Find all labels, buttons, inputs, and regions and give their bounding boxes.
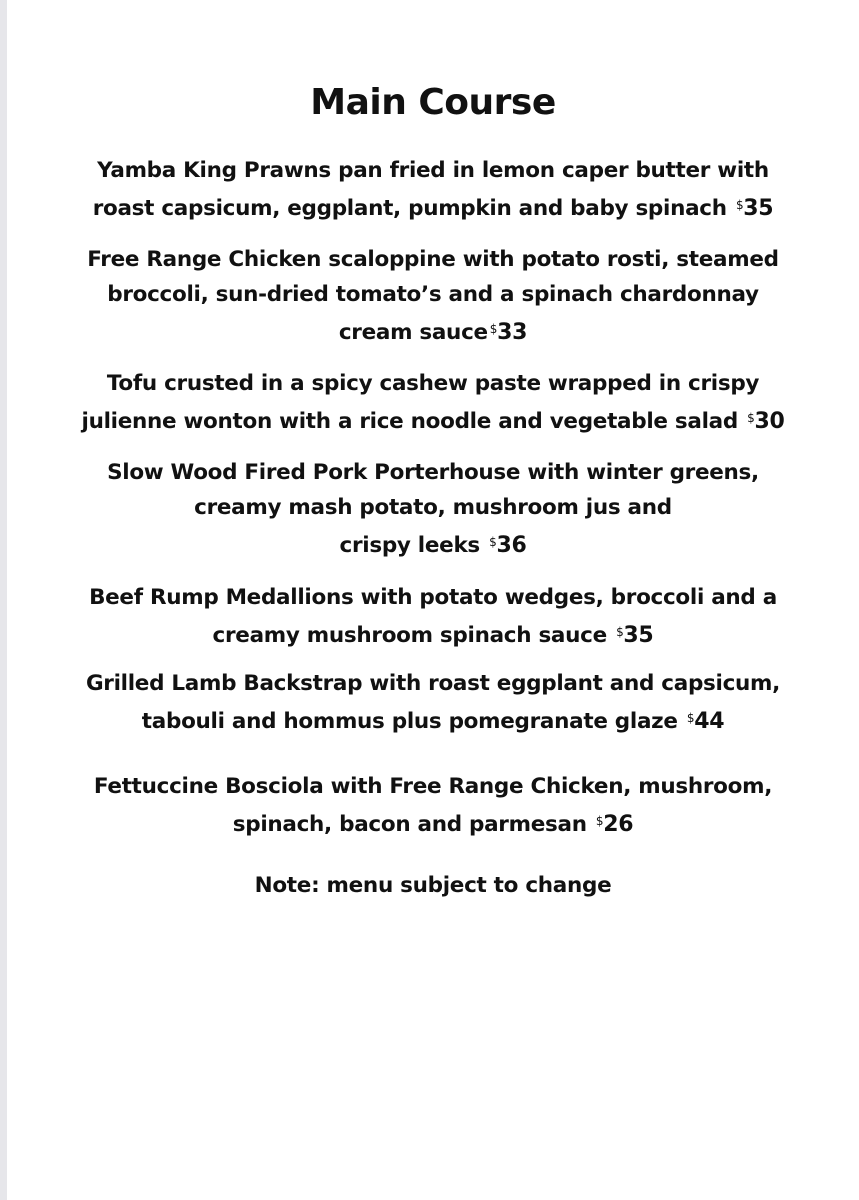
menu-item-beef [7, 580, 859, 653]
item-price: 35 [743, 196, 774, 221]
item-price: 26 [603, 812, 634, 837]
item-line-with-price [7, 701, 859, 739]
currency-symbol: $ [489, 322, 498, 336]
item-line: Yamba King Prawns pan fried in lemon caper butter with [97, 158, 769, 183]
item-line: Grilled Lamb Backstrap with roast eggplant and capsicum, [85, 671, 781, 696]
item-price: 36 [496, 533, 527, 558]
menu-item-tofu [7, 366, 859, 439]
item-price: 44 [694, 709, 725, 734]
item-line: Tofu crusted in a spicy cashew paste wrapped in crispy [106, 371, 760, 396]
item-line-with-price [7, 525, 859, 563]
menu-note: Note: menu subject to change [254, 873, 612, 898]
item-line-with-price [7, 312, 859, 350]
item-price: 30 [754, 409, 785, 434]
item-line-with-price [7, 188, 859, 226]
item-line: broccoli, sun-dried tomato’s and a spinach chardonnay [107, 282, 759, 307]
item-line: creamy mash potato, mushroom jus and [194, 495, 672, 520]
item-line: cream sauce [338, 320, 488, 345]
currency-symbol: $ [489, 535, 497, 549]
item-line: Free Range Chicken scaloppine with potato rosti, steamed [87, 247, 779, 272]
item-line: Fettuccine Bosciola with Free Range Chicken, mushroom, [93, 774, 773, 799]
menu-item-prawns [7, 153, 859, 226]
item-price: 35 [623, 623, 654, 648]
menu-item-pork [7, 455, 859, 563]
item-line-with-price [7, 401, 859, 439]
currency-symbol: $ [616, 625, 624, 639]
item-line: Beef Rump Medallions with potato wedges, broccoli and a [89, 585, 777, 610]
menu-item-chicken [7, 242, 859, 350]
menu-item-fettuccine [7, 769, 859, 842]
menu-page [7, 0, 859, 1200]
item-line: tabouli and hommus plus pomegranate glaze [141, 709, 678, 734]
page-title: Main Course [310, 82, 556, 123]
item-line: crispy leeks [339, 533, 480, 558]
item-price: 33 [497, 320, 528, 345]
currency-symbol: $ [595, 814, 604, 828]
currency-symbol: $ [686, 711, 695, 725]
item-line: Slow Wood Fired Pork Porterhouse with winter greens, [107, 460, 759, 485]
currency-symbol: $ [747, 411, 755, 425]
menu-item-lamb [7, 666, 859, 739]
item-line: julienne wonton with a rice noodle and vegetable salad [81, 409, 738, 434]
item-line: spinach, bacon and parmesan [232, 812, 587, 837]
currency-symbol: $ [735, 198, 744, 212]
item-line: roast capsicum, eggplant, pumpkin and baby spinach [92, 196, 727, 221]
item-line-with-price [7, 615, 859, 653]
item-line: creamy mushroom spinach sauce [212, 623, 607, 648]
item-line-with-price [7, 804, 859, 842]
